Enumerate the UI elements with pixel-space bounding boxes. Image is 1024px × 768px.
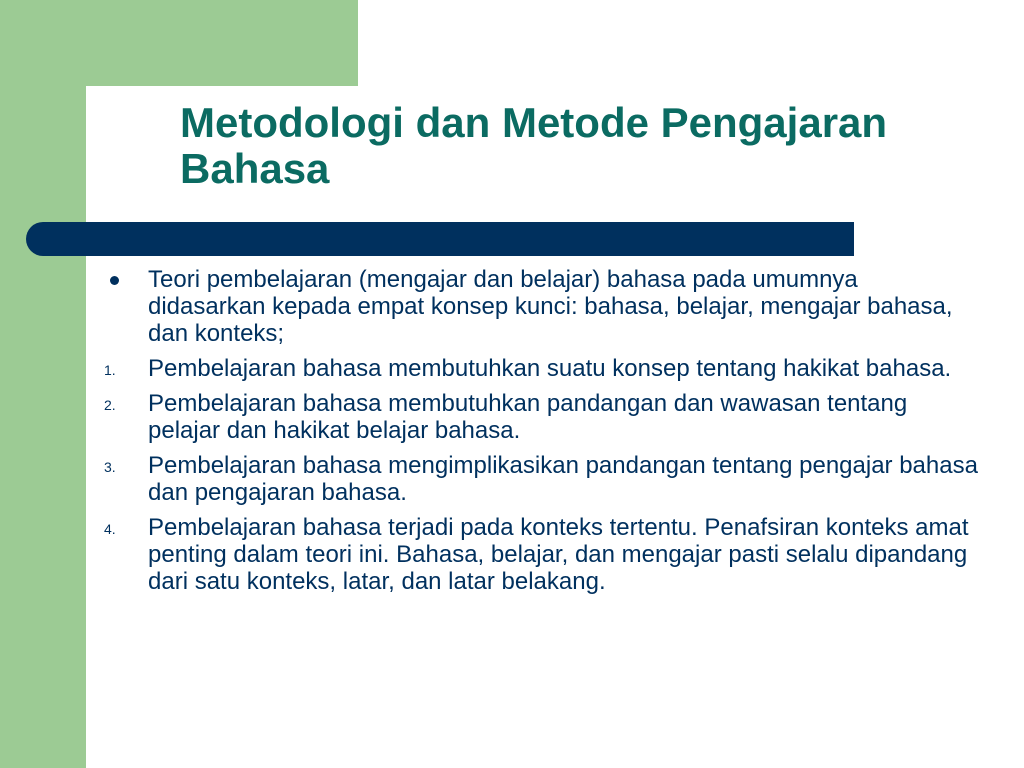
item-text: Pembelajaran bahasa mengimplikasikan pandangan tentang pengajar bahasa dan pengajaran bahasa. xyxy=(148,452,978,506)
bullet-item xyxy=(100,266,980,347)
item-number: 3. xyxy=(104,459,116,475)
numbered-item-4 xyxy=(100,514,980,595)
title-divider-bar xyxy=(26,222,854,256)
item-text: Pembelajaran bahasa membutuhkan pandangan dan wawasan tentang pelajar dan hakikat belajar bahasa. xyxy=(148,390,908,444)
numbered-item-1 xyxy=(100,355,980,382)
numbered-item-3 xyxy=(100,452,980,506)
numbered-item-2 xyxy=(100,390,980,444)
green-top-band xyxy=(0,0,358,86)
bullet-text: Teori pembelajaran (mengajar dan belajar) bahasa pada umumnya didasarkan kepada empat konsep kunci: bahasa, belajar, mengajar bahasa, dan konteks; xyxy=(148,266,953,347)
item-text: Pembelajaran bahasa terjadi pada konteks tertentu. Penafsiran konteks amat penting dalam teori ini. Bahasa, belajar, dan mengajar pasti selalu dipandang dari satu konteks, latar, dan latar belakang. xyxy=(148,514,969,595)
green-side-band xyxy=(0,0,86,768)
item-number: 2. xyxy=(104,397,116,413)
bullet-dot-icon xyxy=(110,276,119,285)
item-text: Pembelajaran bahasa membutuhkan suatu konsep tentang hakikat bahasa. xyxy=(148,355,952,382)
item-number: 1. xyxy=(104,362,116,378)
slide-content xyxy=(100,266,980,603)
item-number: 4. xyxy=(104,521,116,537)
slide-title: Metodologi dan Metode Pengajaran Bahasa xyxy=(180,99,888,192)
